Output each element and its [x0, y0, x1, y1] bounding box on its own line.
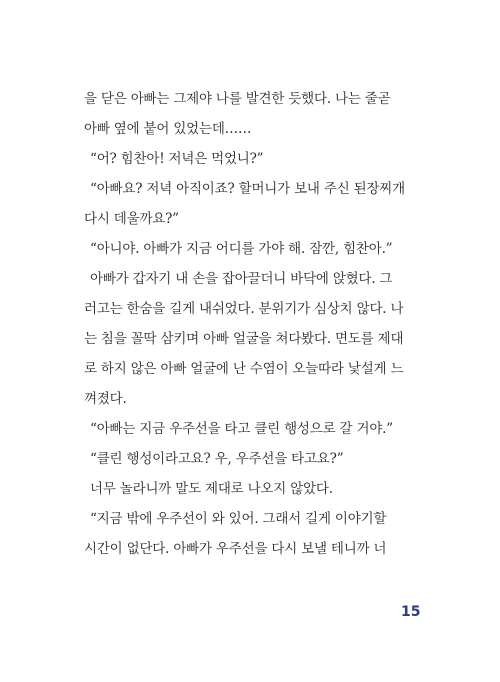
- text-line: “아니야. 아빠가 지금 어디를 가야 해. 잠깐, 힘찬아.”: [90, 241, 393, 257]
- text-line: “클린 행성이라고요? 우, 우주선을 타고요?”: [90, 451, 344, 467]
- text-line: “아빠는 지금 우주선을 타고 클린 행성으로 갈 거야.”: [90, 421, 393, 437]
- text-line: 아빠가 갑자기 내 손을 잡아끌더니 바닥에 앉혔다. 그: [90, 271, 393, 287]
- body-text: [84, 84, 424, 564]
- text-line: “아빠요? 저녁 아직이죠? 할머니가 보내 주신 된장찌개: [90, 181, 405, 197]
- text-line: 시간이 없단다. 아빠가 우주선을 다시 보낼 테니까 너: [84, 541, 387, 557]
- text-line: 는 침을 꼴딱 삼키며 아빠 얼굴을 쳐다봤다. 면도를 제대: [84, 331, 404, 347]
- text-line: 로 하지 않은 아빠 얼굴에 난 수염이 오늘따라 낯설게 느: [84, 361, 404, 377]
- text-line: 러고는 한숨을 길게 내쉬었다. 분위기가 심상치 않다. 나: [84, 301, 404, 317]
- text-line: 다시 데울까요?”: [84, 211, 179, 227]
- page-number: 15: [401, 604, 421, 620]
- text-line: 너무 놀라니까 말도 제대로 나오지 않았다.: [90, 481, 333, 497]
- text-line: 껴졌다.: [84, 391, 127, 407]
- text-line: 을 닫은 아빠는 그제야 나를 발견한 듯했다. 나는 줄곧: [84, 91, 391, 107]
- text-line: “지금 밖에 우주선이 와 있어. 그래서 길게 이야기할: [90, 511, 387, 527]
- text-line: “어? 힘찬아! 저녁은 먹었니?”: [90, 151, 264, 167]
- text-line: 아빠 옆에 붙어 있었는데……: [84, 121, 252, 137]
